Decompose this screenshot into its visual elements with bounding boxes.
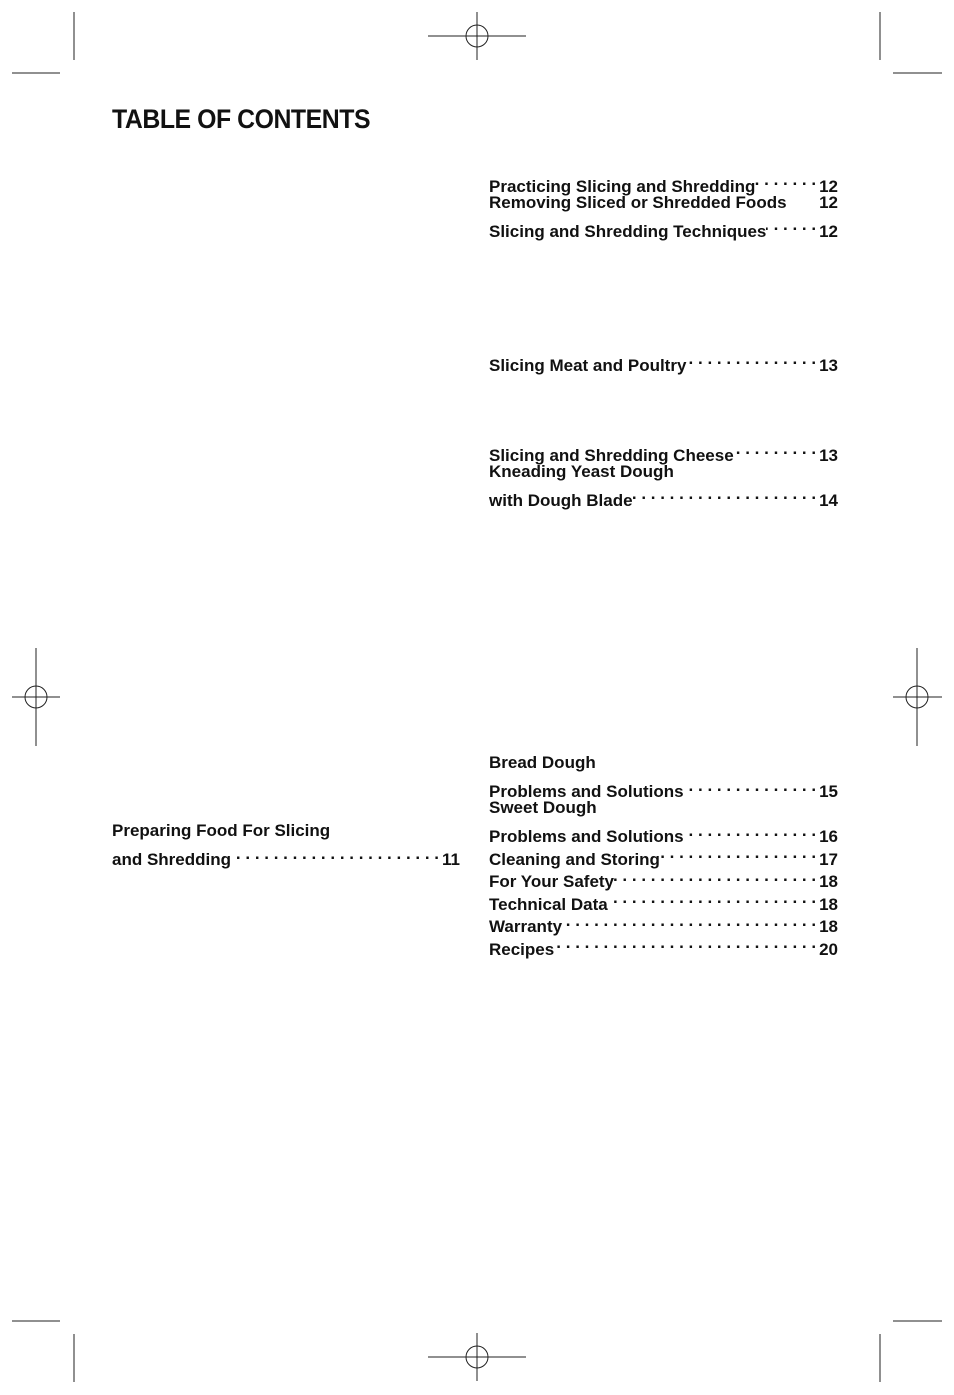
toc-entry-label: Warranty — [489, 917, 563, 936]
toc-entry-page: 14 — [819, 490, 838, 510]
toc-entry-label: Preparing Food For Slicing — [112, 821, 331, 840]
toc-entry-label: Technical Data — [489, 894, 608, 914]
toc-entry-page: 12 — [819, 192, 838, 212]
toc-group-slicing — [489, 169, 838, 241]
toc-entry-page: 17 — [819, 849, 838, 869]
toc-entry — [489, 752, 838, 775]
dot-leader — [608, 887, 819, 910]
toc-entry — [489, 461, 838, 484]
toc-entry-page: 15 — [819, 782, 838, 801]
toc-entry-page: 18 — [819, 872, 838, 891]
toc-group-meat — [489, 348, 838, 375]
toc-entry-label: Sweet Dough — [489, 798, 597, 817]
toc-entry — [489, 775, 838, 801]
toc-entry-page: 13 — [819, 355, 838, 375]
toc-entry-label: Cleaning and Storing — [489, 849, 660, 869]
toc-group-preparing — [112, 820, 460, 869]
toc-entry-label: Recipes — [489, 939, 555, 959]
toc-entry-label: Slicing Meat and Poultry — [489, 355, 687, 375]
dot-leader — [614, 865, 819, 888]
toc-entry-label: Practicing Slicing and Shredding — [489, 176, 756, 196]
dot-leader — [755, 169, 819, 192]
dot-leader — [660, 842, 819, 865]
toc-entry-page: 13 — [819, 445, 838, 465]
toc-entry — [489, 348, 838, 375]
dot-leader — [734, 438, 819, 461]
toc-entry-label: Problems and Solutions — [489, 827, 684, 846]
toc-entry-page: 11 — [442, 850, 460, 869]
dot-leader — [766, 214, 819, 237]
page-title: TABLE OF CONTENTS — [112, 104, 371, 134]
toc-entry-label: Slicing and Shredding Cheese — [489, 445, 734, 465]
toc-entry — [489, 820, 838, 846]
dot-leader — [633, 483, 820, 506]
toc-entry-page: 18 — [819, 917, 838, 936]
toc-entry-label: Bread Dough — [489, 753, 596, 772]
toc-entry — [489, 438, 838, 465]
toc-group-problems-misc — [489, 752, 838, 959]
toc-entry-label: For Your Safety — [489, 872, 615, 891]
dot-leader — [684, 775, 819, 798]
toc-entry-label: Removing Sliced or Shredded Foods — [489, 192, 787, 212]
toc-entry-page: 20 — [819, 939, 838, 959]
toc-entry — [489, 483, 838, 510]
toc-entry — [489, 169, 838, 196]
toc-entry-page: 12 — [819, 221, 838, 241]
toc-entry-label: Slicing and Shredding Techniques — [489, 221, 767, 241]
toc-group-cheese-dough — [489, 438, 838, 510]
toc-entry — [489, 214, 838, 241]
dot-leader — [554, 932, 819, 955]
toc-entry-label: Kneading Yeast Dough — [489, 461, 674, 481]
toc-entry — [112, 843, 460, 869]
toc-entry-page: 16 — [819, 827, 838, 846]
toc-entry-label: with Dough Blade — [489, 490, 633, 510]
dot-leader — [684, 820, 819, 843]
toc-entry-label: Problems and Solutions — [489, 782, 684, 801]
toc-entry-label: and Shredding — [112, 850, 231, 869]
toc-entry-page: 18 — [819, 894, 838, 914]
toc-entry — [112, 820, 460, 843]
dot-leader — [231, 843, 442, 866]
dot-leader — [562, 910, 819, 933]
toc-entry-page: 12 — [819, 176, 838, 196]
dot-leader — [686, 348, 819, 371]
toc-entry — [489, 192, 838, 215]
